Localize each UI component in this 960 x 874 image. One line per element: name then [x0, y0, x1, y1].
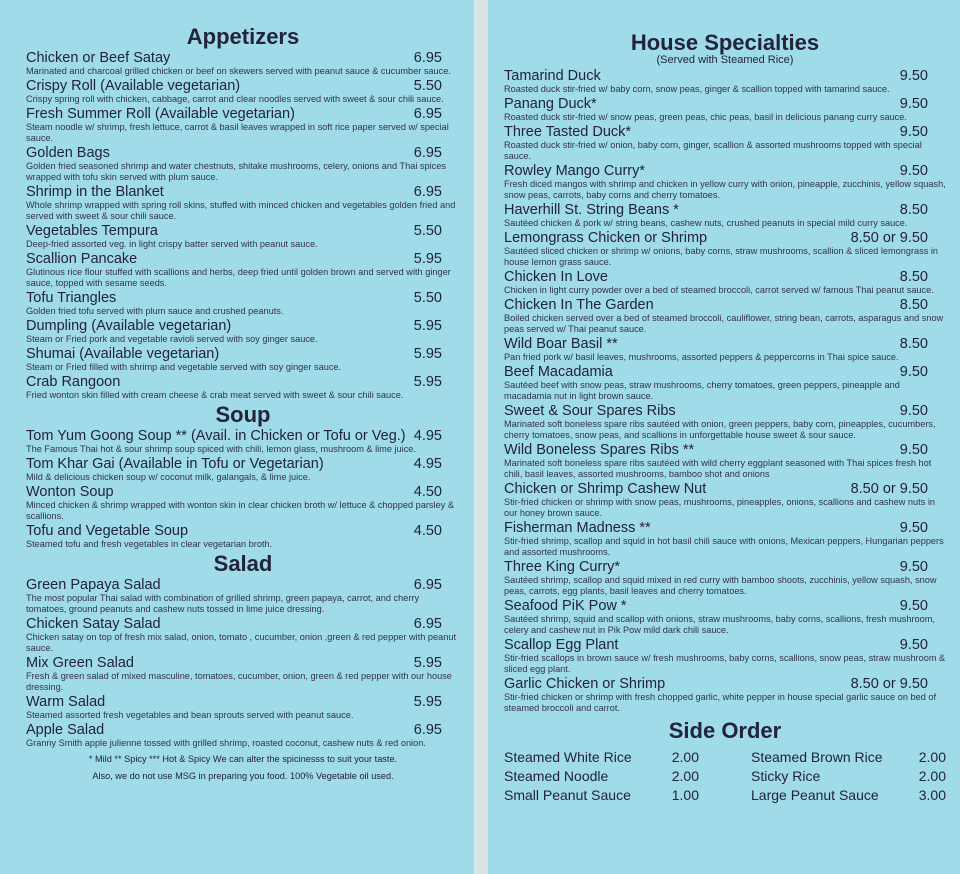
- menu-item: [504, 269, 946, 296]
- menu-item-header: [26, 318, 460, 334]
- menu-item-description: Marinated soft boneless spare ribs sautéed with wild cherry eggplant seasoned with Thai spices fresh hot chili, basil leaves, assorted mushrooms, bamboo shot and onions: [504, 458, 932, 479]
- menu-item-price: 8.50: [899, 269, 928, 285]
- menu-item: [26, 290, 460, 317]
- side-item: [504, 748, 699, 767]
- menu-item-header: [504, 269, 946, 285]
- menu-item-price: 6.95: [413, 106, 442, 122]
- menu-item-price: 6.95: [413, 50, 442, 66]
- menu-item: [26, 428, 460, 455]
- menu-item-name: Three Tasted Duck*: [504, 124, 632, 140]
- side-item: [751, 748, 946, 767]
- menu-item-price: 9.50: [899, 96, 928, 112]
- menu-item-price: 5.95: [413, 694, 442, 710]
- menu-item-name: Vegetables Tempura: [26, 223, 158, 239]
- menu-item-description: Sautéed beef with snow peas, straw mushrooms, cherry tomatoes, green peppers, pineapple and macadamia nut in light brown sauce.: [504, 380, 900, 401]
- menu-item-header: [504, 442, 946, 458]
- menu-item-header: [26, 223, 460, 239]
- menu-item-price: 6.95: [413, 145, 442, 161]
- menu-item-description: Sautéed shrimp, squid and scallop with onions, straw mushrooms, baby corns, scallions, fresh mushroom, celery and cashew nut in Pik Pow mild dark chili sauce.: [504, 614, 935, 635]
- menu-item-description: Roasted duck stir-fried w/ onion, baby corn, ginger, scallion & assorted mushrooms topped with special sauce.: [504, 140, 922, 161]
- menu-item-name: Tom Yum Goong Soup ** (Avail. in Chicken or Tofu or Veg.): [26, 428, 406, 444]
- menu-item-header: [504, 163, 946, 179]
- menu-page-left: [0, 0, 474, 874]
- menu-item-description: Fried wonton skin filled with cream cheese & crab meat served with sweet & sour chili sauce.: [26, 390, 404, 400]
- menu-item: [504, 403, 946, 441]
- menu-item-header: [504, 637, 946, 653]
- menu-item-description: Deep-fried assorted veg. in light crispy batter served with peanut sauce.: [26, 239, 318, 249]
- menu-item: [26, 346, 460, 373]
- menu-item-header: [504, 96, 946, 112]
- menu-item-description: Marinated soft boneless spare ribs sautéed with onion, green peppers, baby corn, pineapples, cucumbers, cherry tomatoes, snow peas, and scallions in unforgettable house sweet & sour sauce.: [504, 419, 936, 440]
- menu-item-price: 9.50: [899, 364, 928, 380]
- menu-item-description: Steam noodle w/ shrimp, fresh lettuce, carrot & basil leaves wrapped in soft rice paper served w/ special sauce.: [26, 122, 449, 143]
- menu-item-name: Golden Bags: [26, 145, 110, 161]
- menu-item: [26, 106, 460, 144]
- menu-item: [504, 637, 946, 675]
- side-item-price: 2.00: [671, 749, 699, 765]
- menu-item-description: Stir-fried scallops in brown sauce w/ fresh mushrooms, baby corns, scallions, snow peas, straw mushroom & sliced egg plant.: [504, 653, 946, 674]
- menu-item-name: Tom Khar Gai (Available in Tofu or Vegetarian): [26, 456, 324, 472]
- menu-item: [504, 230, 946, 268]
- side-item-price: 2.00: [918, 749, 946, 765]
- side-item-name: Large Peanut Sauce: [751, 787, 879, 803]
- menu-item-name: Scallion Pancake: [26, 251, 138, 267]
- specialties-list: [504, 68, 946, 714]
- side-item-name: Small Peanut Sauce: [504, 787, 631, 803]
- side-item-name: Steamed White Rice: [504, 749, 632, 765]
- menu-item-header: [504, 559, 946, 575]
- side-item-price: 2.00: [671, 768, 699, 784]
- side-item-name: Sticky Rice: [751, 768, 821, 784]
- menu-item-header: [504, 403, 946, 419]
- menu-item-price: 8.50: [899, 297, 928, 313]
- side-order-heading: Side Order: [668, 718, 782, 743]
- menu-item-price: 8.50 or 9.50: [850, 676, 928, 692]
- menu-item-header: [26, 523, 460, 539]
- menu-item-name: Wild Boar Basil **: [504, 336, 618, 352]
- menu-item-name: Tamarind Duck: [504, 68, 601, 84]
- menu-item-price: 4.50: [413, 523, 442, 539]
- menu-item: [26, 484, 460, 522]
- menu-item: [26, 184, 460, 222]
- menu-item-price: 5.95: [413, 318, 442, 334]
- menu-item-header: [504, 364, 946, 380]
- menu-item: [504, 124, 946, 162]
- menu-item-price: 8.50: [899, 202, 928, 218]
- menu-item-name: Chicken or Shrimp Cashew Nut: [504, 481, 707, 497]
- appetizers-list: [26, 50, 460, 401]
- menu-item-header: [26, 374, 460, 390]
- menu-item: [26, 318, 460, 345]
- menu-item-name: Warm Salad: [26, 694, 106, 710]
- side-item-name: Steamed Noodle: [504, 768, 609, 784]
- menu-item-price: 9.50: [899, 68, 928, 84]
- menu-item-description: Steamed tofu and fresh vegetables in clear vegetarian broth.: [26, 539, 273, 549]
- menu-item: [26, 145, 460, 183]
- menu-item-header: [26, 346, 460, 362]
- menu-item-name: Crab Rangoon: [26, 374, 121, 390]
- menu-item-header: [504, 520, 946, 536]
- menu-item-name: Shumai (Available vegetarian): [26, 346, 220, 362]
- menu-item-description: Mild & delicious chicken soup w/ coconut milk, galangals, & lime juice.: [26, 472, 311, 482]
- menu-item-description: Steam or Fried filled with shrimp and vegetable served with soy ginger sauce.: [26, 362, 342, 372]
- menu-item: [504, 442, 946, 480]
- menu-item-name: Three King Curry*: [504, 559, 621, 575]
- menu-item-price: 4.95: [413, 428, 442, 444]
- menu-item-description: Sautéed chicken & pork w/ string beans, cashew nuts, crushed peanuts in special mild curry sauce.: [504, 218, 908, 228]
- menu-item-description: The most popular Thai salad with combination of grilled shrimp, green papaya, carrot, and cherry tomatoes, ground peanuts and cashew nuts tossed in lime juice dressing.: [26, 593, 420, 614]
- menu-item-description: Chicken in light curry powder over a bed of steamed broccoli, carrot served w/ famous Thai peanut sauce.: [504, 285, 934, 295]
- menu-item: [504, 598, 946, 636]
- specialties-heading: House Specialties: [630, 30, 820, 55]
- menu-item-description: Steamed assorted fresh vegetables and bean sprouts served with peanut sauce.: [26, 710, 354, 720]
- side-item-price: 1.00: [671, 787, 699, 803]
- menu-item-header: [504, 124, 946, 140]
- menu-item-name: Lemongrass Chicken or Shrimp: [504, 230, 708, 246]
- menu-item-header: [26, 78, 460, 94]
- menu-item-name: Apple Salad: [26, 722, 105, 738]
- menu-item-description: Pan fried pork w/ basil leaves, mushrooms, assorted peppers & peppercorns in Thai spice sauce.: [504, 352, 899, 362]
- menu-item-description: Roasted duck stir-fried w/ snow peas, green peas, chic peas, basil in delicious panang curry sauce.: [504, 112, 907, 122]
- menu-item: [26, 50, 460, 77]
- menu-item-name: Seafood PiK Pow *: [504, 598, 627, 614]
- side-item-price: 2.00: [918, 768, 946, 784]
- side-item-name: Steamed Brown Rice: [751, 749, 883, 765]
- appetizers-heading: Appetizers: [186, 24, 300, 49]
- menu-item-price: 5.50: [413, 223, 442, 239]
- menu-item-price: 5.95: [413, 374, 442, 390]
- menu-item-price: 9.50: [899, 559, 928, 575]
- menu-item: [26, 694, 460, 721]
- side-item: [504, 767, 699, 786]
- menu-item-price: 5.50: [413, 290, 442, 306]
- menu-item-price: 9.50: [899, 520, 928, 536]
- menu-item: [504, 202, 946, 229]
- menu-page-right: [488, 0, 960, 874]
- menu-item-header: [504, 68, 946, 84]
- menu-item: [26, 374, 460, 401]
- menu-item-price: 6.95: [413, 722, 442, 738]
- menu-item-name: Garlic Chicken or Shrimp: [504, 676, 666, 692]
- menu-item-name: Tofu Triangles: [26, 290, 117, 306]
- menu-item-description: Minced chicken & shrimp wrapped with wonton skin in clear chicken broth w/ lettuce & chopped parsley & scallions.: [26, 500, 454, 521]
- menu-item-price: 6.95: [413, 184, 442, 200]
- menu-item-name: Rowley Mango Curry*: [504, 163, 646, 179]
- menu-item-price: 5.95: [413, 346, 442, 362]
- menu-item-price: 5.95: [413, 251, 442, 267]
- menu-item-header: [26, 251, 460, 267]
- menu-item: [504, 559, 946, 597]
- menu-item-description: Fresh diced mangos with shrimp and chicken in yellow curry with onion, pineapple, zucchinis, yellow squash, snow peas, carrots, baby corns and cherry tomatoes.: [504, 179, 946, 200]
- menu-item-description: Whole shrimp wrapped with spring roll skins, stuffed with minced chicken and vegetables golden fried and served with sweet & sour chili sauce.: [26, 200, 456, 221]
- menu-item-name: Fresh Summer Roll (Available vegetarian): [26, 106, 295, 122]
- menu-item: [504, 336, 946, 363]
- menu-item-name: Wonton Soup: [26, 484, 114, 500]
- menu-item-name: Green Papaya Salad: [26, 577, 161, 593]
- menu-item: [504, 676, 946, 714]
- menu-item-description: Granny Smith apple julienne tossed with grilled shrimp, roasted coconut, cashew nuts & red onion.: [26, 738, 426, 748]
- menu-item: [26, 722, 460, 749]
- menu-item-name: Panang Duck*: [504, 96, 597, 112]
- menu-item-description: The Famous Thai hot & sour shrimp soup spiced with chili, lemon glass, mushroom & lime juice.: [26, 444, 416, 454]
- menu-item: [504, 163, 946, 201]
- menu-item-name: Crispy Roll (Available vegetarian): [26, 78, 241, 94]
- menu-item-name: Scallop Egg Plant: [504, 637, 619, 653]
- menu-item-price: 8.50: [899, 336, 928, 352]
- menu-item-header: [26, 616, 460, 632]
- menu-item-name: Beef Macadamia: [504, 364, 613, 380]
- menu-item-header: [26, 106, 460, 122]
- menu-notes: [26, 751, 460, 785]
- menu-item-header: [26, 145, 460, 161]
- menu-item-header: [26, 484, 460, 500]
- menu-item-name: Tofu and Vegetable Soup: [26, 523, 189, 539]
- salad-list: [26, 577, 460, 749]
- menu-item-price: 5.50: [413, 78, 442, 94]
- menu-item-description: Stir-fried shrimp, scallop and squid in hot basil chili sauce with onions, Mexican peppers, Hungarian peppers and assorted mushrooms.: [504, 536, 944, 557]
- menu-item-description: Golden fried tofu served with plum sauce and crushed peanuts.: [26, 306, 284, 316]
- menu-item-name: Mix Green Salad: [26, 655, 134, 671]
- menu-item: [26, 223, 460, 250]
- menu-item-price: 4.50: [413, 484, 442, 500]
- menu-item-description: Golden fried seasoned shrimp and water chestnuts, shitake mushrooms, celery, onions and Thai spices wrapped with tofu skin served with plum sauce.: [26, 161, 446, 182]
- menu-item-price: 6.95: [413, 616, 442, 632]
- menu-item-description: Roasted duck stir-fried w/ baby corn, snow peas, ginger & scallion topped with tamarind sauce.: [504, 84, 890, 94]
- side-order-grid: [504, 748, 946, 805]
- menu-item-header: [26, 290, 460, 306]
- menu-item-name: Chicken or Beef Satay: [26, 50, 171, 66]
- menu-item-header: [504, 676, 946, 692]
- menu-item: [26, 616, 460, 654]
- side-item: [504, 786, 699, 805]
- page-fold: [474, 0, 488, 874]
- side-item-price: 3.00: [918, 787, 946, 803]
- menu-item-price: 9.50: [899, 637, 928, 653]
- spicy-legend: * Mild ** Spicy *** Hot & Spicy We can alter the spicinesss to suit your taste.: [88, 754, 398, 764]
- menu-item-price: 9.50: [899, 598, 928, 614]
- menu-item-header: [504, 481, 946, 497]
- menu-item-header: [26, 456, 460, 472]
- menu-item-header: [504, 202, 946, 218]
- menu-item-price: 8.50 or 9.50: [850, 481, 928, 497]
- menu-item-header: [504, 598, 946, 614]
- side-item: [751, 786, 946, 805]
- menu-item: [504, 481, 946, 519]
- menu-item-name: Haverhill St. String Beans *: [504, 202, 679, 218]
- menu-item-header: [26, 655, 460, 671]
- menu-item: [26, 456, 460, 483]
- menu-item-header: [504, 230, 946, 246]
- menu-item-name: Dumpling (Available vegetarian): [26, 318, 232, 334]
- menu-item: [26, 523, 460, 550]
- menu-item-price: 9.50: [899, 442, 928, 458]
- menu-item-description: Steam or Fried pork and vegetable ravioli served with soy ginger sauce.: [26, 334, 318, 344]
- menu-item-name: Chicken In Love: [504, 269, 608, 285]
- menu-item-name: Fisherman Madness **: [504, 520, 651, 536]
- side-item: [751, 767, 946, 786]
- menu-item-description: Sautéed sliced chicken or shrimp w/ onions, baby corns, straw mushrooms, scallion & sliced lemongrass in house lemon grass sauce.: [504, 246, 939, 267]
- menu-item-name: Wild Boneless Spares Ribs **: [504, 442, 695, 458]
- menu-item-description: Stir-fried chicken or shrimp with fresh chopped garlic, white pepper in house special garlic sauce on bed of steamed broccoli and carrot.: [504, 692, 937, 713]
- menu-item: [504, 520, 946, 558]
- menu-item-description: Marinated and charcoal grilled chicken or beef on skewers served with peanut sauce & cucumber sauce.: [26, 66, 451, 76]
- menu-item-price: 6.95: [413, 577, 442, 593]
- menu-item-price: 9.50: [899, 403, 928, 419]
- menu-item: [26, 655, 460, 693]
- menu-item: [26, 577, 460, 615]
- menu-item-description: Chicken satay on top of fresh mix salad, onion, tomato , cucumber, onion ,green & red pepper with peanut sauce.: [26, 632, 457, 653]
- menu-item-name: Chicken In The Garden: [504, 297, 654, 313]
- menu-item-description: Boiled chicken served over a bed of steamed broccoli, cauliflower, string bean, carrots, asparagus and snow peas served w/ Thai peanut sauce.: [504, 313, 944, 334]
- menu-item: [504, 297, 946, 335]
- menu-item: [26, 251, 460, 289]
- soup-list: [26, 428, 460, 550]
- menu-item-header: [504, 336, 946, 352]
- msg-note: Also, we do not use MSG in preparing you food. 100% Vegetable oil used.: [92, 771, 394, 781]
- menu-item: [26, 78, 460, 105]
- menu-item-header: [26, 577, 460, 593]
- menu-item-price: 8.50 or 9.50: [850, 230, 928, 246]
- menu-item-description: Fresh & green salad of mixed masculine, tomatoes, cucumber, onion, green & red pepper with our house dressing.: [26, 671, 452, 692]
- menu-item-header: [26, 428, 460, 444]
- menu-item-name: Sweet & Sour Spares Ribs: [504, 403, 676, 419]
- menu-item-header: [26, 50, 460, 66]
- menu-item-price: 4.95: [413, 456, 442, 472]
- menu-item-price: 9.50: [899, 163, 928, 179]
- menu-item: [504, 364, 946, 402]
- soup-heading: Soup: [215, 402, 271, 427]
- menu-item-description: Crispy spring roll with chicken, cabbage, carrot and clear noodles served with sweet & sour chili sauce.: [26, 94, 444, 104]
- menu-item-price: 9.50: [899, 124, 928, 140]
- menu-item-description: Sautéed shrimp, scallop and squid mixed in red curry with bamboo shoots, zucchinis, yellow squash, snow peas, carrots, egg plants, basil leaves and cherry tomatoes.: [504, 575, 937, 596]
- specialties-subtitle: (Served with Steamed Rice): [656, 54, 794, 66]
- menu-item-description: Glutinous rice flour stuffed with scallions and herbs, deep fried until golden brown and served with ginger sauce, topped with sesame seeds.: [26, 267, 451, 288]
- menu-item-header: [504, 297, 946, 313]
- menu-item-description: Stir-fried chicken or shrimp with snow peas, mushrooms, pineapples, onions, scallions and cashew nuts in our honey brown sauce.: [504, 497, 935, 518]
- menu-item: [504, 96, 946, 123]
- menu-item-header: [26, 184, 460, 200]
- menu-item-name: Shrimp in the Blanket: [26, 184, 164, 200]
- salad-heading: Salad: [213, 551, 273, 576]
- menu-item-header: [26, 694, 460, 710]
- menu-item-header: [26, 722, 460, 738]
- menu-item: [504, 68, 946, 95]
- menu-item-price: 5.95: [413, 655, 442, 671]
- menu-item-name: Chicken Satay Salad: [26, 616, 161, 632]
